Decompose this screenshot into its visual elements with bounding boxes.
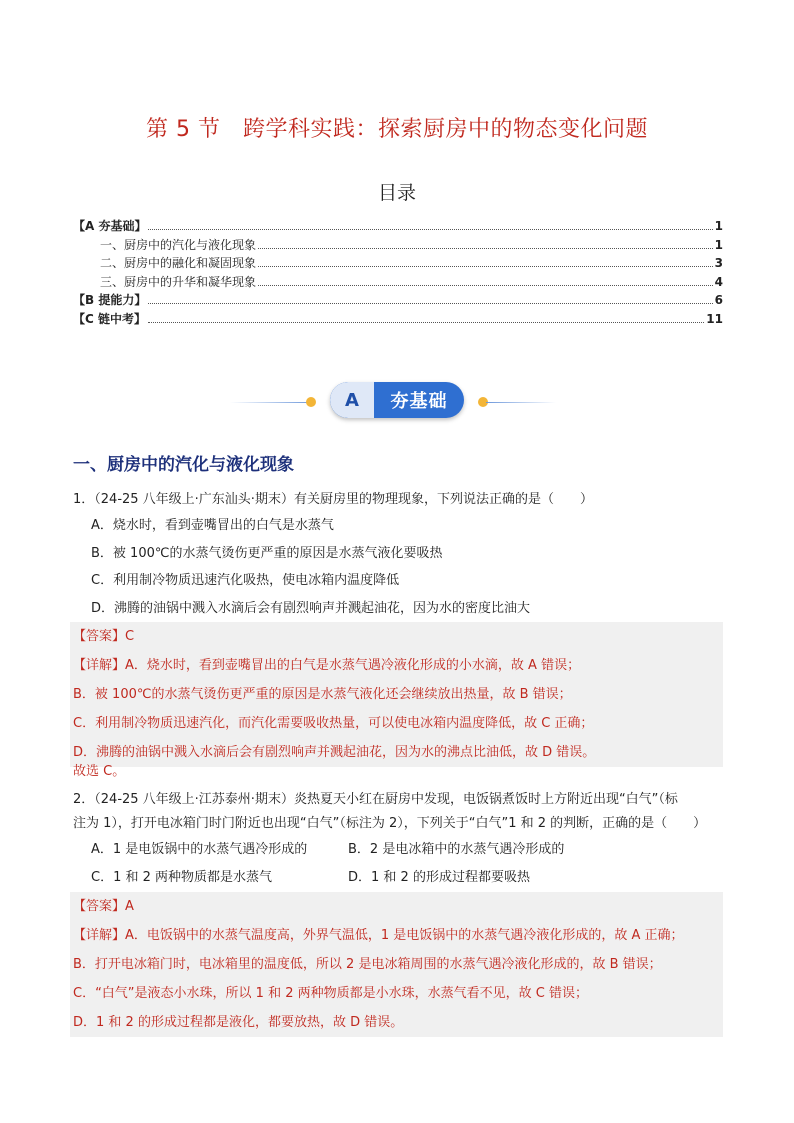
- answer-label: 【答案】: [73, 629, 126, 644]
- toc-leader: [258, 256, 713, 267]
- banner-dot-left: [306, 397, 316, 407]
- badge-letter: A: [330, 382, 374, 418]
- detail-text: C．“白气”是液态小水珠，所以 1 和 2 两种物质都是小水珠，水蒸气看不见，故 C 错误；: [73, 986, 588, 1001]
- detail-text: A．电饭锅中的水蒸气温度高，外界气温低，1 是电饭锅中的水蒸气遇冷液化形成的，故 A 正确；: [125, 928, 684, 943]
- toc-leader: [148, 293, 712, 304]
- toc-entry[interactable]: [73, 273, 723, 292]
- conclusion-1: [73, 760, 733, 784]
- detail-line: [73, 921, 723, 950]
- toc-entry-label: 一、厨房中的汽化与液化现象: [100, 237, 257, 252]
- toc-entry-page: 3: [714, 256, 723, 270]
- answer-value: C: [125, 629, 135, 644]
- options-row: [73, 836, 733, 864]
- detail-text: D．1 和 2 的形成过程都是液化，都要放热，故 D 错误。: [73, 1015, 404, 1030]
- detail-text: B．被 100℃的水蒸气烫伤更严重的原因是水蒸气液化还会继续放出热量，故 B 错误；: [73, 687, 572, 702]
- answer-line: [73, 892, 723, 921]
- document-title: 第 5 节 跨学科实践：探索厨房中的物态变化问题: [146, 117, 648, 142]
- toc-entry[interactable]: [73, 217, 723, 236]
- answer-label: 【答案】: [73, 899, 126, 914]
- option-c: C．利用制冷物质迅速汽化吸热，使电冰箱内温度降低: [91, 573, 400, 588]
- toc-entry-label: 三、厨房中的升华和凝华现象: [100, 274, 257, 289]
- toc-leader: [258, 275, 713, 286]
- section-banner: [0, 380, 794, 420]
- question-stem: 2．（24-25 八年级上·江苏泰州·期末）炎热夏天小红在厨房中发现，电饭锅煮饭时上方附近出现“白气”（标: [73, 792, 678, 807]
- question-stem: 注为 1），打开电冰箱门时门附近也出现“白气”（标注为 2），下列关于“白气”1 和 2 的判断，正确的是（ ）: [73, 816, 707, 831]
- toc-entry-label: 【B 提能力】: [73, 293, 147, 307]
- question-1: [73, 488, 733, 622]
- option-a: A．1 是电饭锅中的水蒸气遇冷形成的: [91, 842, 308, 857]
- answer-block-1: [70, 622, 723, 767]
- toc-entry-page: 11: [706, 311, 723, 326]
- question-stem: 1．（24-25 八年级上·广东汕头·期末）有关厨房里的物理现象，下列说法正确的是（ ）: [73, 492, 593, 507]
- options-row: [73, 864, 733, 892]
- banner-line-right: [486, 402, 556, 403]
- answer-line: [73, 622, 723, 651]
- option-a: A．烧水时，看到壶嘴冒出的白气是水蒸气: [91, 518, 334, 533]
- detail-text: B．打开电冰箱门时，电冰箱里的温度低，所以 2 是电冰箱周围的水蒸气遇冷液化形成的，故 B 错误；: [73, 957, 662, 972]
- option-d: D．1 和 2 的形成过程都要吸热: [348, 869, 530, 885]
- toc-entry-label: 二、厨房中的融化和凝固现象: [100, 256, 257, 270]
- option-c: C．1 和 2 两种物质都是水蒸气: [91, 869, 273, 885]
- toc-entry-page: 4: [714, 274, 723, 289]
- section-badge: [330, 382, 464, 418]
- toc-entry-page: 1: [714, 219, 723, 233]
- toc-entry-page: 6: [714, 293, 723, 307]
- detail-line: [73, 651, 723, 680]
- toc-leader: [148, 312, 704, 323]
- section-heading: 一、厨房中的汽化与液化现象: [73, 455, 294, 475]
- conclusion-text: 故选 C。: [73, 764, 126, 779]
- option-b: B．被 100℃的水蒸气烫伤更严重的原因是水蒸气液化要吸热: [91, 545, 443, 561]
- detail-label: 【详解】: [73, 928, 126, 943]
- toc-entry[interactable]: [73, 291, 723, 310]
- toc-entry-page: 1: [714, 237, 723, 252]
- toc-entry[interactable]: [73, 310, 723, 329]
- answer-value: A: [125, 899, 134, 914]
- toc-entry-label: 【A 夯基础】: [73, 219, 147, 233]
- detail-label: 【详解】: [73, 658, 126, 673]
- toc-entry[interactable]: [73, 254, 723, 273]
- toc-heading: 目录: [377, 182, 416, 204]
- detail-text: D．沸腾的油锅中溅入水滴后会有剧烈响声并溅起油花，因为水的沸点比油低，故 D 错误。: [73, 745, 596, 760]
- question-2: [73, 788, 733, 891]
- option-b: B．2 是电冰箱中的水蒸气遇冷形成的: [348, 842, 565, 857]
- toc-leader: [258, 238, 713, 249]
- toc-leader: [148, 219, 712, 230]
- toc-entry[interactable]: [73, 236, 723, 255]
- detail-text: A．烧水时，看到壶嘴冒出的白气是水蒸气遇冷液化形成的小水滴，故 A 错误；: [125, 658, 581, 673]
- answer-block-2: [70, 892, 723, 1037]
- banner-line-left: [230, 402, 312, 403]
- toc-entry-label: 【C 链中考】: [73, 311, 146, 326]
- table-of-contents: [73, 217, 723, 328]
- badge-text: 夯基础: [390, 391, 448, 412]
- detail-text: C．利用制冷物质迅速汽化，而汽化需要吸收热量，可以使电冰箱内温度降低，故 C 正确；: [73, 716, 594, 731]
- option-d: D．沸腾的油锅中溅入水滴后会有剧烈响声并溅起油花，因为水的密度比油大: [91, 600, 531, 616]
